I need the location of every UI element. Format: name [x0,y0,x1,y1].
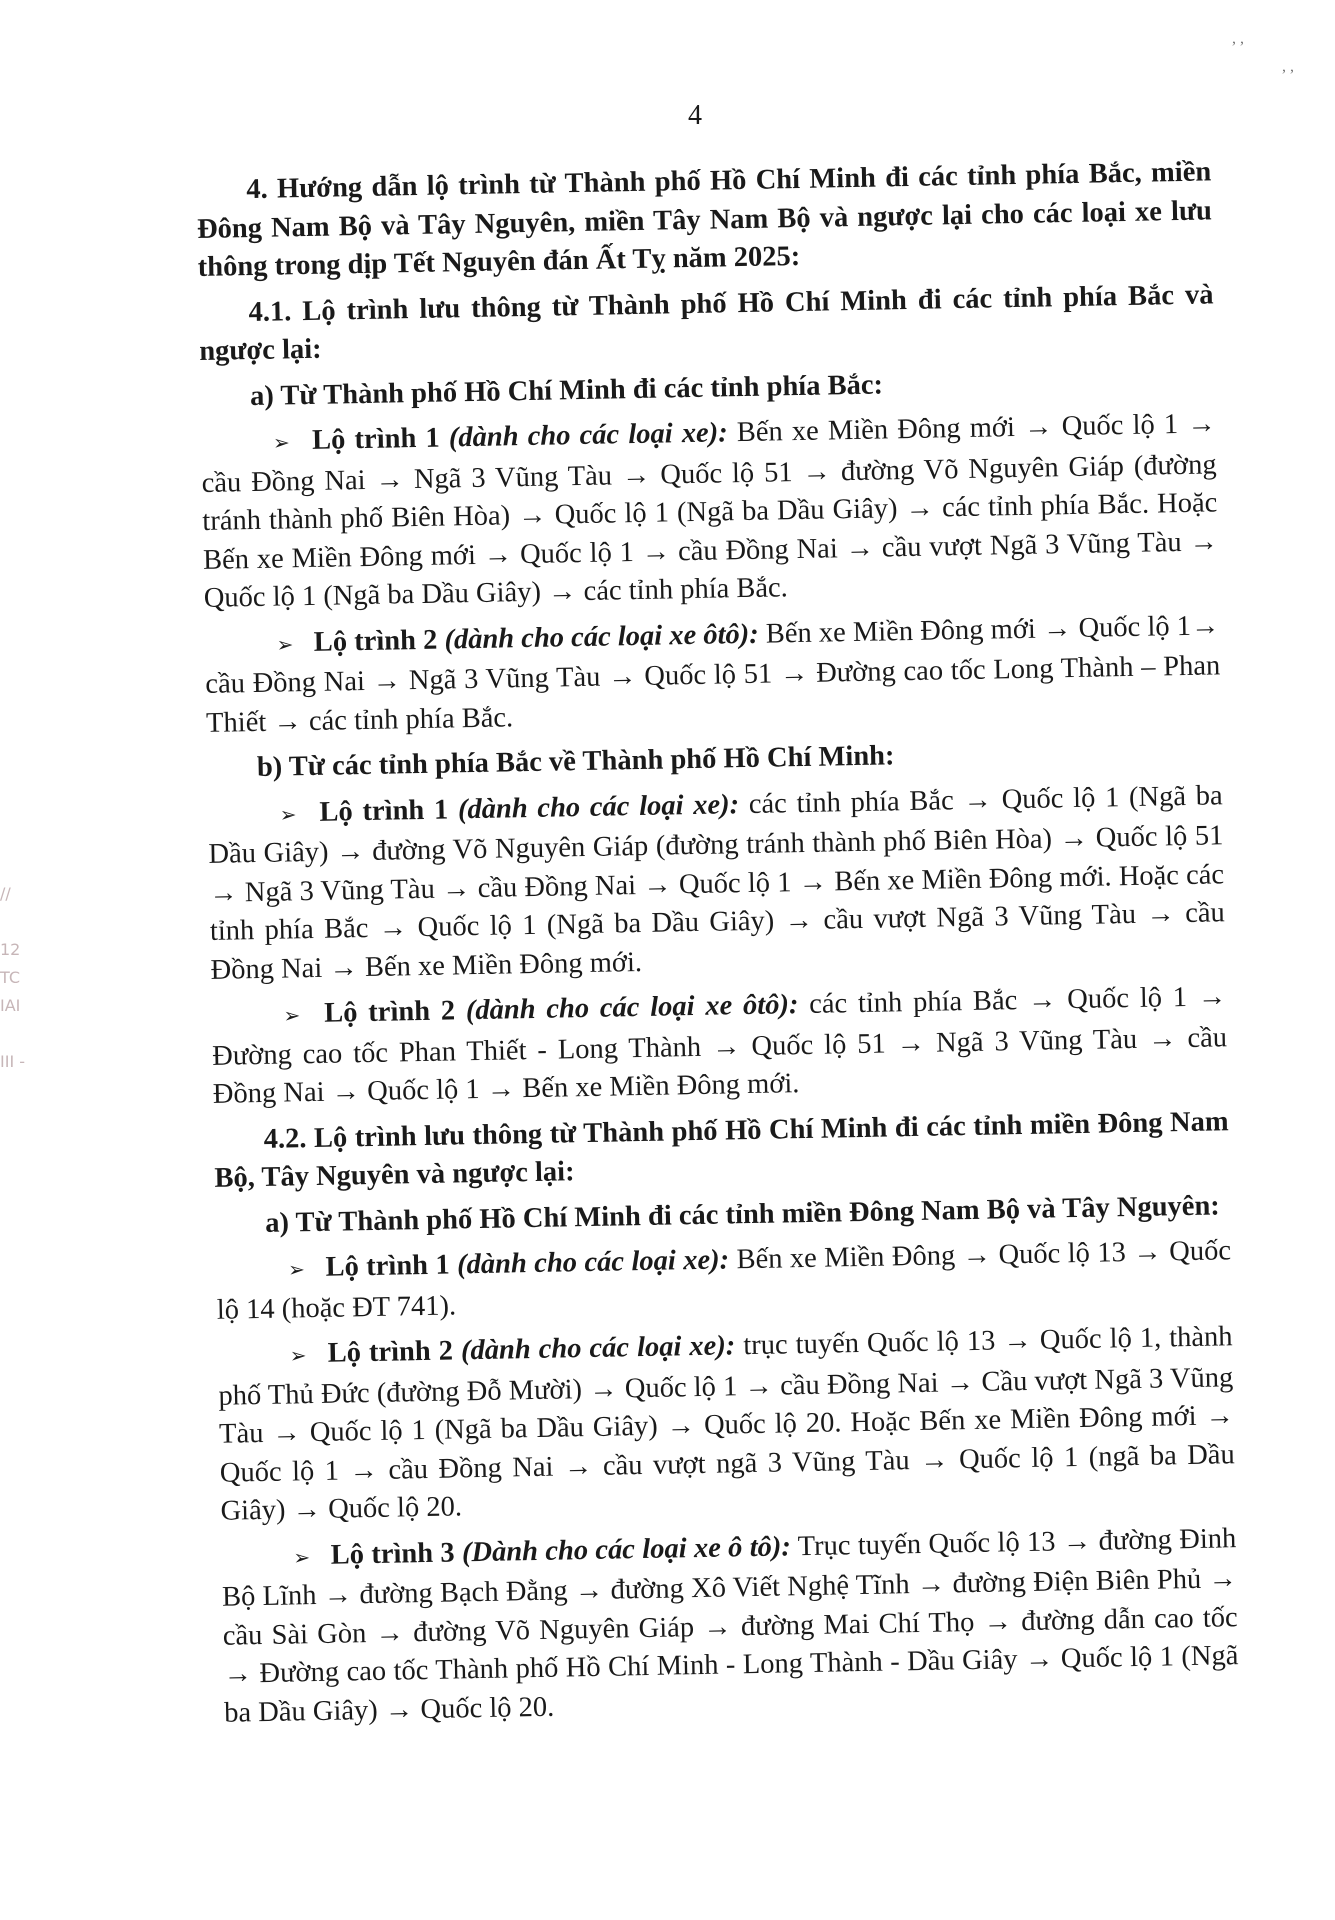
arrow-bullet-icon: ➢ [279,803,297,827]
route-item [211,978,1228,1114]
route-vehicle-type: (Dành cho các loại xe ô tô): [461,1530,792,1568]
route-text: Trục tuyến Quốc lộ 13 → đường Đinh Bộ Lĩnh → đường Bạch Đằng → đường Xô Viết Nghệ Tĩnh → đường Điện Biên Phủ → cầu Sài Gòn → đường Võ Nguyên Giáp → đường Mai Chí Thọ → đường dẫn cao tốc → Đường cao tốc Thành phố Hồ Chí Minh - Long Thành - Dầu Giây → Quốc lộ 1 (Ngã ba Dầu Giây) → Quốc lộ 20. [221,1522,1239,1729]
arrow-bullet-icon: ➢ [293,1546,311,1569]
route-label: Lộ trình 3 [330,1536,455,1571]
route-text: Bến xe Miền Đông → Quốc lộ 13 → Quốc lộ 14 (hoặc ĐT 741). [216,1235,1232,1326]
heading-section-4: 4. Hướng dẫn lộ trình từ Thành phố Hồ Chí Minh đi các tỉnh phía Bắc, miền Đông Nam Bộ và Tây Nguyên, miền Tây Nam Bộ và ngược lại cho các loại xe lưu thông trong dịp Tết Nguyên đán Ất Tỵ năm 2025: [196,156,1213,283]
scan-speck: , , [1232,30,1244,47]
subheading-4-1-b: b) Từ các tỉnh phía Bắc về Thành phố Hồ Chí Minh: [256,740,895,783]
route-label: Lộ trình 2 [323,995,456,1029]
route-label: Lộ trình 1 [325,1249,450,1283]
route-item [221,1520,1239,1733]
arrow-bullet-icon: ➢ [287,1259,306,1282]
subheading-4-2-a: a) Từ Thành phố Hồ Chí Minh đi các tỉnh miền Đông Nam Bộ và Tây Nguyên: [264,1189,1221,1239]
route-item [204,607,1221,743]
document-body [196,153,1240,1739]
route-text: trục tuyến Quốc lộ 13 → Quốc lộ 1, thành phố Thủ Đức (đường Đỗ Mười) → Quốc lộ 1 → cầu Đồng Nai → Cầu vượt Ngã 3 Vũng Tàu → Quốc lộ 1 (Ngã ba Dầu Giây) → Quốc lộ 20. Hoặc Bến xe Miền Đông mới → Quốc lộ 1 → cầu Đồng Nai → cầu vượt ngã 3 Vũng Tàu → Quốc lộ 1 (ngã ba Dầu Giây) → Quốc lộ 20. [218,1321,1235,1527]
edge-stamp-fragment: // 12 TC IAI III - [0,884,26,1071]
arrow-bullet-icon: ➢ [289,1345,307,1368]
route-text: Bến xe Miền Đông mới → Quốc lộ 1 → cầu Đồng Nai → Ngã 3 Vũng Tàu → Quốc lộ 51 → đường Võ Nguyên Giáp (đường tránh thành phố Biên Hòa) → Quốc lộ 1 (Ngã ba Dầu Giây) → các tỉnh phía Bắc. Hoặc Bến xe Miền Đông mới → Quốc lộ 1 → cầu Đồng Nai → cầu vượt Ngã 3 Vũng Tàu → Quốc lộ 1 (Ngã ba Dầu Giây) → các tỉnh phía Bắc. [201,408,1219,614]
scan-speck: , , [1282,58,1294,75]
arrow-bullet-icon: ➢ [272,432,290,455]
route-vehicle-type: (dành cho các loại xe): [456,1244,730,1281]
route-label: Lộ trình 1 [319,793,449,828]
route-label: Lộ trình 2 [313,624,438,658]
route-vehicle-type: (dành cho các loại xe ôtô): [465,989,799,1027]
route-text: các tỉnh phía Bắc → Quốc lộ 1 (Ngã ba Dầu Giây) → đường Võ Nguyên Giáp (đường tránh thành phố Biên Hòa) → Quốc lộ 51 → Ngã 3 Vũng Tàu → cầu Đồng Nai → Quốc lộ 1 → Bến xe Miền Đông mới. Hoặc các tỉnh phía Bắc → Quốc lộ 1 (Ngã ba Dầu Giây) → cầu vượt Ngã 3 Vũng Tàu → cầu Đồng Nai → Bến xe Miền Đông mới. [208,779,1226,986]
route-item [217,1318,1235,1531]
route-label: Lộ trình 2 [327,1335,454,1369]
route-vehicle-type: (dành cho các loại xe): [460,1330,736,1367]
route-item [207,777,1225,990]
route-item [216,1232,1232,1330]
arrow-bullet-icon: ➢ [283,1005,301,1028]
page-number: 4 [688,100,702,131]
arrow-bullet-icon: ➢ [276,633,294,657]
route-vehicle-type: (dành cho các loại xe): [457,788,740,825]
route-vehicle-type: (dành cho các loại xe ôtô): [444,618,759,656]
route-text: các tỉnh phía Bắc → Quốc lộ 1 → Đường cao tốc Phan Thiết - Long Thành → Quốc lộ 51 → Ngã 3 Vũng Tàu → cầu Đồng Nai → Quốc lộ 1 → Bến xe Miền Đông mới. [211,981,1228,1110]
route-text: Bến xe Miền Đông mới → Quốc lộ 1→ cầu Đồng Nai → Ngã 3 Vũng Tàu → Quốc lộ 51 → Đường cao tốc Long Thành – Phan Thiết → các tỉnh phía Bắc. [205,609,1221,739]
route-label: Lộ trình 1 [311,422,440,456]
route-item [201,405,1219,618]
subheading-4-1-a: a) Từ Thành phố Hồ Chí Minh đi các tỉnh phía Bắc: [249,368,884,412]
heading-section-4-2: 4.2. Lộ trình lưu thông từ Thành phố Hồ Chí Minh đi các tỉnh miền Đông Nam Bộ, Tây Nguyên và ngược lại: [214,1105,1229,1194]
heading-section-4-1: 4.1. Lộ trình lưu thông từ Thành phố Hồ Chí Minh đi các tỉnh phía Bắc và ngược lại: [199,278,1214,367]
route-vehicle-type: (dành cho các loại xe): [448,417,728,454]
